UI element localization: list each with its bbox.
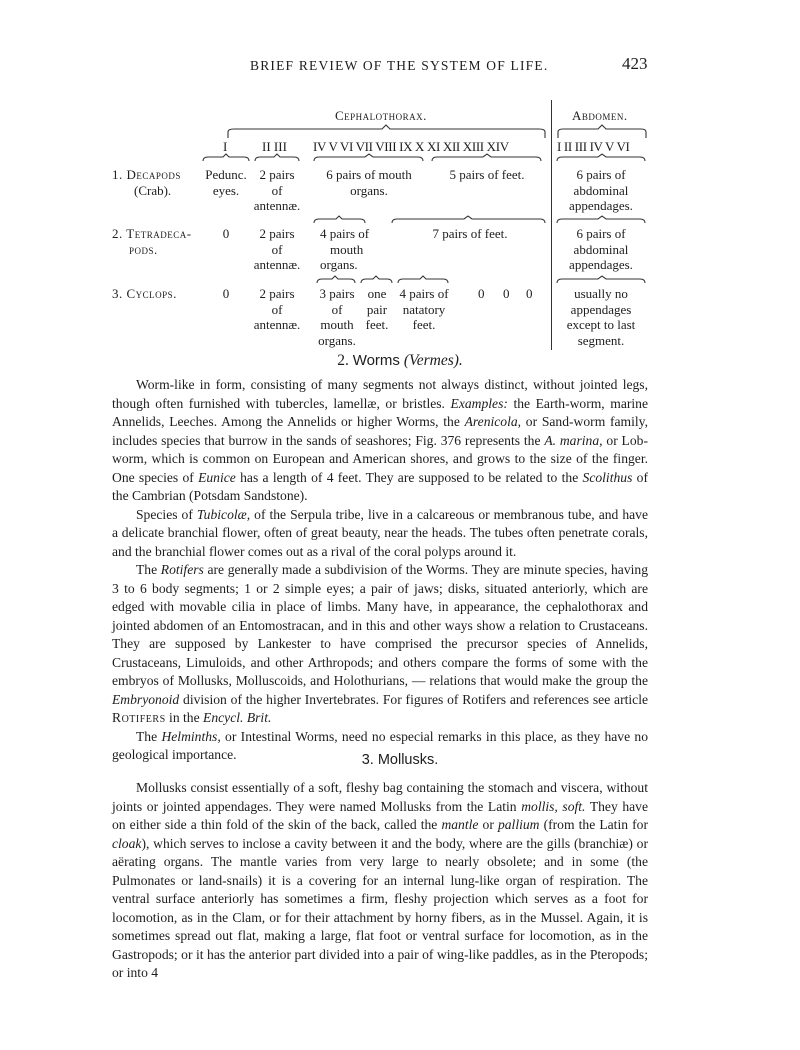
cell-line: appendages: [570, 301, 632, 317]
cell-line: 4 pairs of: [320, 226, 370, 241]
cell-segment-i: 0: [222, 286, 230, 301]
segment-abdomen: I II III IV V VI: [557, 139, 630, 154]
cell-line: mouth: [320, 317, 354, 332]
cell-line: usually no: [574, 286, 628, 301]
text-run: has a length of 4 feet. They are supposed to be related to the: [240, 469, 579, 485]
italic-run: Embryonoid: [112, 691, 180, 707]
cell-antennae: [249, 286, 305, 333]
cell-line: feet.: [365, 317, 389, 332]
text-run: of the Serpula tribe, live in a calcareous or membranous tube, and have a delicate branchial flower, often of great beauty, near the heads. The tubes often penetrate corals, and the branchial flower comes out as a rival of the coral polyps around it.: [112, 506, 648, 559]
italic-run: Rotifers: [160, 562, 204, 577]
paragraph: [112, 376, 648, 506]
cell-line: organs.: [320, 257, 358, 272]
row-label-tetradecapods: [112, 226, 192, 257]
text-run: of the Cambrian (Potsdam Sandstone).: [112, 469, 648, 503]
cell-line: natatory: [402, 301, 446, 317]
cell-line: of: [331, 301, 343, 317]
text-run: (from the Latin for: [543, 817, 648, 832]
cell-line: abdominal: [573, 182, 629, 198]
text-run: Mollusks consist essentially of a soft, fleshy bag containing the stomach and viscera, without joints or jointed appendages. They were named Mollusks from the Latin: [112, 780, 648, 814]
text-run: They have on either side a thin fold of the skin of the back, called the: [112, 798, 648, 832]
cell-mouth-organs: [314, 167, 424, 198]
row-label-line: (Crab).: [134, 182, 172, 198]
cell-line: organs.: [318, 332, 356, 348]
worms-text: [112, 376, 648, 765]
page-number: 423: [622, 54, 648, 73]
italic-run: Encycl. Brit.: [203, 710, 272, 725]
cell-line: except to last: [566, 317, 636, 332]
cell-natatory-feet: [394, 286, 454, 333]
cell-line: of: [271, 182, 283, 198]
heading-latin: (Vermes).: [403, 352, 463, 369]
paragraph: [112, 506, 648, 562]
row-label-line: 1. Decapods: [112, 167, 181, 182]
text-run: The: [136, 728, 158, 744]
paragraph: [112, 779, 648, 983]
cell-line: Pedunc.: [205, 167, 247, 182]
italic-run: Eunice: [198, 469, 236, 485]
cell-line: 2 pairs: [259, 226, 295, 241]
text-run: are generally made a subdivision of the Worms. They are minute species, having 3 to 6 body segments; 1 or 2 simple eyes; a pair of jaws; disks, situated anteriorly, which are edged with movable cilia in place of limbs. Many have, in appearance, the cephalothorax and jointed abdomen of an Entomostracan, and in this and other ways show a relation to Crustaceans. They are supposed by Lankester to have comprised the precursor species of Annelids, Crustaceans, Limuloids, and other Arthropods; and others compare the forms of some with the embryos of Mollusks, Molluscoids, and Holothurians, — relations that would make the group the: [112, 562, 649, 688]
italic-run: cloak: [112, 835, 142, 851]
row-label-line: pods.: [129, 241, 158, 257]
cell-line: 2 pairs: [259, 286, 295, 301]
cell-segment-xii: 0: [478, 286, 485, 301]
running-title: BRIEF REVIEW OF THE SYSTEM OF LIFE.: [250, 58, 549, 73]
segment-i: I: [223, 139, 228, 154]
cell-line: of: [271, 241, 283, 257]
heading-word: Worms: [352, 352, 400, 369]
cell-line: appendages.: [569, 257, 633, 272]
heading-number: 2.: [337, 352, 349, 369]
italic-run: pallium: [497, 817, 540, 832]
italic-run: Scolithus: [582, 469, 633, 485]
cell-line: antennæ.: [253, 317, 301, 332]
cell-feet: 7 pairs of feet.: [432, 226, 508, 241]
cell-line: 6 pairs of: [576, 167, 626, 182]
text-run: in the: [169, 710, 200, 725]
italic-run: Helminths,: [161, 728, 221, 744]
cell-line: 4 pairs of: [399, 286, 449, 301]
cell-segment-xiv: 0: [526, 286, 533, 301]
row-label-cyclops: 3. Cyclops.: [112, 286, 177, 301]
cell-antennae: [249, 226, 305, 273]
cell-line: organs.: [350, 182, 388, 198]
row-label-decapods: [112, 167, 181, 198]
italic-run: Arenicola,: [464, 414, 522, 429]
cell-one-pair-feet: [360, 286, 394, 333]
text-run: Worm-like in form, consisting of many segments not always distinct, without jointed legs, though often furnished with tubercles, lamellæ, or bristles.: [112, 377, 648, 411]
cell-feet: 5 pairs of feet.: [449, 167, 525, 182]
paragraph: [112, 561, 648, 728]
cell-line: 6 pairs of: [576, 226, 626, 241]
cell-line: antennæ.: [253, 198, 301, 213]
italic-run: Examples:: [450, 395, 508, 411]
text-run: The: [136, 562, 158, 577]
cell-line: 2 pairs: [259, 167, 295, 182]
italic-run: mantle: [441, 817, 479, 832]
cell-segment-i: [198, 167, 254, 198]
text-run: or Sand-worm family, includes species that burrow in the sands of seashores; Fig. 376 represents the: [112, 414, 648, 448]
cell-segment-xiii: 0: [503, 286, 510, 301]
cell-line: 3 pairs: [319, 286, 355, 301]
text-run: the Earth-worm, marine Annelids, Leeches. Among the Annelids or higher Worms, the: [112, 395, 648, 429]
cell-abdomen: [552, 286, 650, 348]
group-cephalothorax: Cephalothorax.: [335, 108, 427, 123]
italic-run: A. marina,: [544, 432, 603, 448]
italic-run: mollis, soft.: [521, 798, 586, 814]
cell-line: appendages.: [569, 198, 633, 213]
cell-antennae: [249, 167, 305, 214]
cell-abdomen: [552, 167, 650, 214]
cell-abdomen: [552, 226, 650, 273]
segment-iv-xiv: IV V VI VII VIII IX X XI XII XIII XIV: [313, 139, 509, 154]
cell-line: eyes.: [212, 182, 240, 198]
cell-segment-i: 0: [222, 226, 230, 241]
cell-line: abdominal: [573, 241, 629, 257]
small-caps-run: Rotifers: [112, 710, 166, 725]
cell-mouth-organs: [314, 286, 360, 348]
cell-line: 6 pairs of mouth: [326, 167, 412, 182]
cell-line: of: [271, 301, 283, 317]
cell-line: mouth: [330, 241, 364, 257]
text-run: division of the higher Invertebrates. For figures of Rotifers and references see article: [183, 691, 649, 707]
text-run: or Intestinal Worms, need no especial remarks in this place, as they have no geological importance.: [112, 728, 648, 762]
text-run: Species of: [136, 506, 193, 522]
section-heading-worms: [0, 352, 800, 370]
row-label-line: 2. Tetradeca-: [112, 226, 192, 241]
mollusks-text: [112, 779, 648, 983]
cell-line: one: [367, 286, 387, 301]
section-heading-mollusks: 3. Mollusks.: [361, 752, 439, 768]
cell-line: segment.: [577, 332, 625, 348]
text-run: ), which serves to inclose a cavity between it and the body, where are the gills (branchiæ) or aërating organs. The mantle varies from very large to nearly obsolete; and in some (the Pulmonates or land-snails) it is a covering for an internal lung-like organ of respiration. The ventral surface anteriorly has sometimes a firm, fleshy projection which serves as a foot for locomotion, as in the Clam, or for their attachment by horny fibers, as in the Mussel. Again, it is sometimes spread out flat, making a large, flat foot or ventral surface for locomotion, as in the Gastropods; or it has the anterior part divided into a pair of wing-like paddles, as in the Pteropods; or into 4: [112, 835, 648, 980]
text-run: or: [482, 817, 494, 832]
cell-line: pair: [366, 301, 388, 317]
text-run: or Lob-worm, which is common on European and American shores, and grows to the size of the finger. One species of: [112, 432, 648, 485]
cell-line: feet.: [412, 317, 436, 332]
segment-ii-iii: II III: [262, 139, 287, 154]
cell-line: antennæ.: [253, 257, 301, 272]
cell-mouth-organs: [320, 226, 369, 273]
italic-run: Tubicolæ,: [196, 506, 251, 522]
group-abdomen: Abdomen.: [572, 108, 628, 123]
